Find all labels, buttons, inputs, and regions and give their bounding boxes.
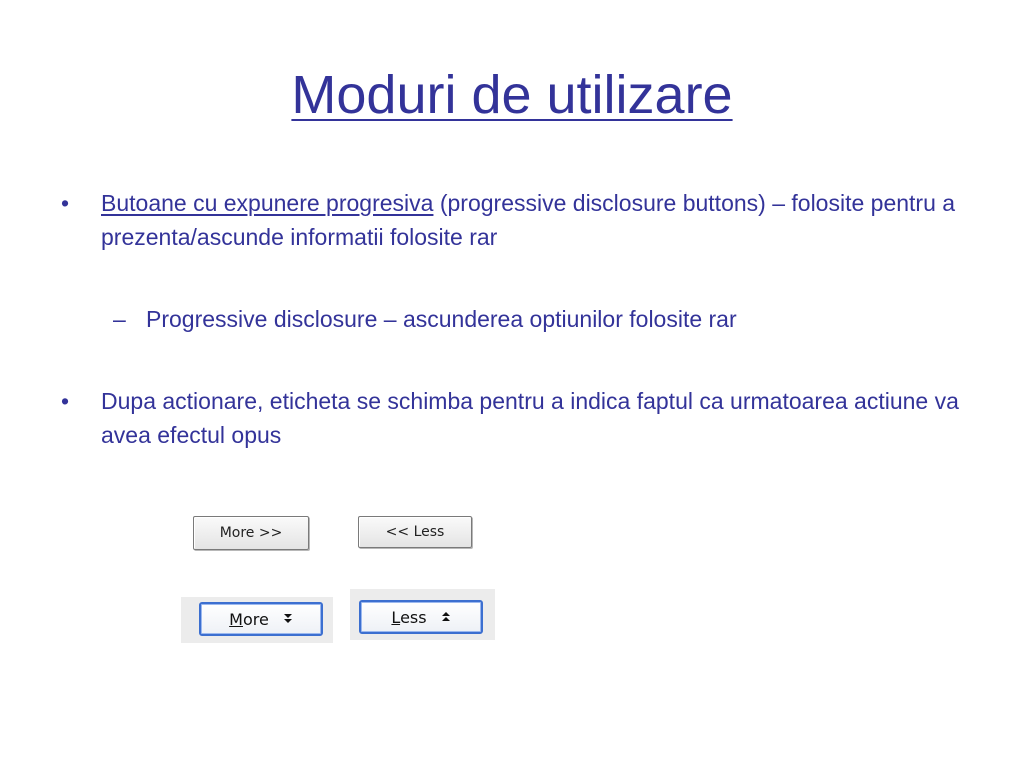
bullet-text: (progressive disclosure buttons) – folosite pentru a prezenta/ascunde informatii folosite rar	[101, 190, 956, 250]
sub-bullet-text: Progressive disclosure – ascunderea optiunilor folosite rar	[146, 306, 737, 332]
bullet-marker: •	[61, 190, 70, 216]
bullet-marker: •	[61, 388, 70, 414]
bullet-item	[61, 186, 981, 254]
bullet-link-text: Butoane cu expunere progresiva	[101, 190, 434, 216]
less-button-xp[interactable]	[359, 600, 483, 634]
more-button-classic[interactable]: More >>	[193, 516, 309, 550]
less-button-classic[interactable]: << Less	[358, 516, 472, 548]
bullet-item	[61, 384, 981, 452]
label-rest: ore	[242, 609, 269, 629]
less-button-label	[391, 608, 426, 627]
bullet-text: Dupa actionare, eticheta se schimba pentru a indica faptul ca urmatoarea actiune va avea efectul opus	[101, 388, 959, 448]
less-button-frame	[350, 589, 495, 640]
mnemonic-letter: M	[229, 609, 243, 629]
double-chevron-up-icon	[441, 611, 451, 624]
mnemonic-letter: L	[391, 607, 401, 627]
sub-bullet-item	[113, 302, 986, 336]
double-chevron-down-icon	[283, 613, 293, 626]
more-button-xp[interactable]	[199, 602, 323, 636]
dash-marker: –	[113, 306, 126, 332]
label-rest: ess	[400, 607, 427, 627]
more-button-frame	[181, 597, 333, 643]
slide-title: Moduri de utilizare	[291, 65, 733, 125]
more-button-label	[229, 610, 269, 629]
